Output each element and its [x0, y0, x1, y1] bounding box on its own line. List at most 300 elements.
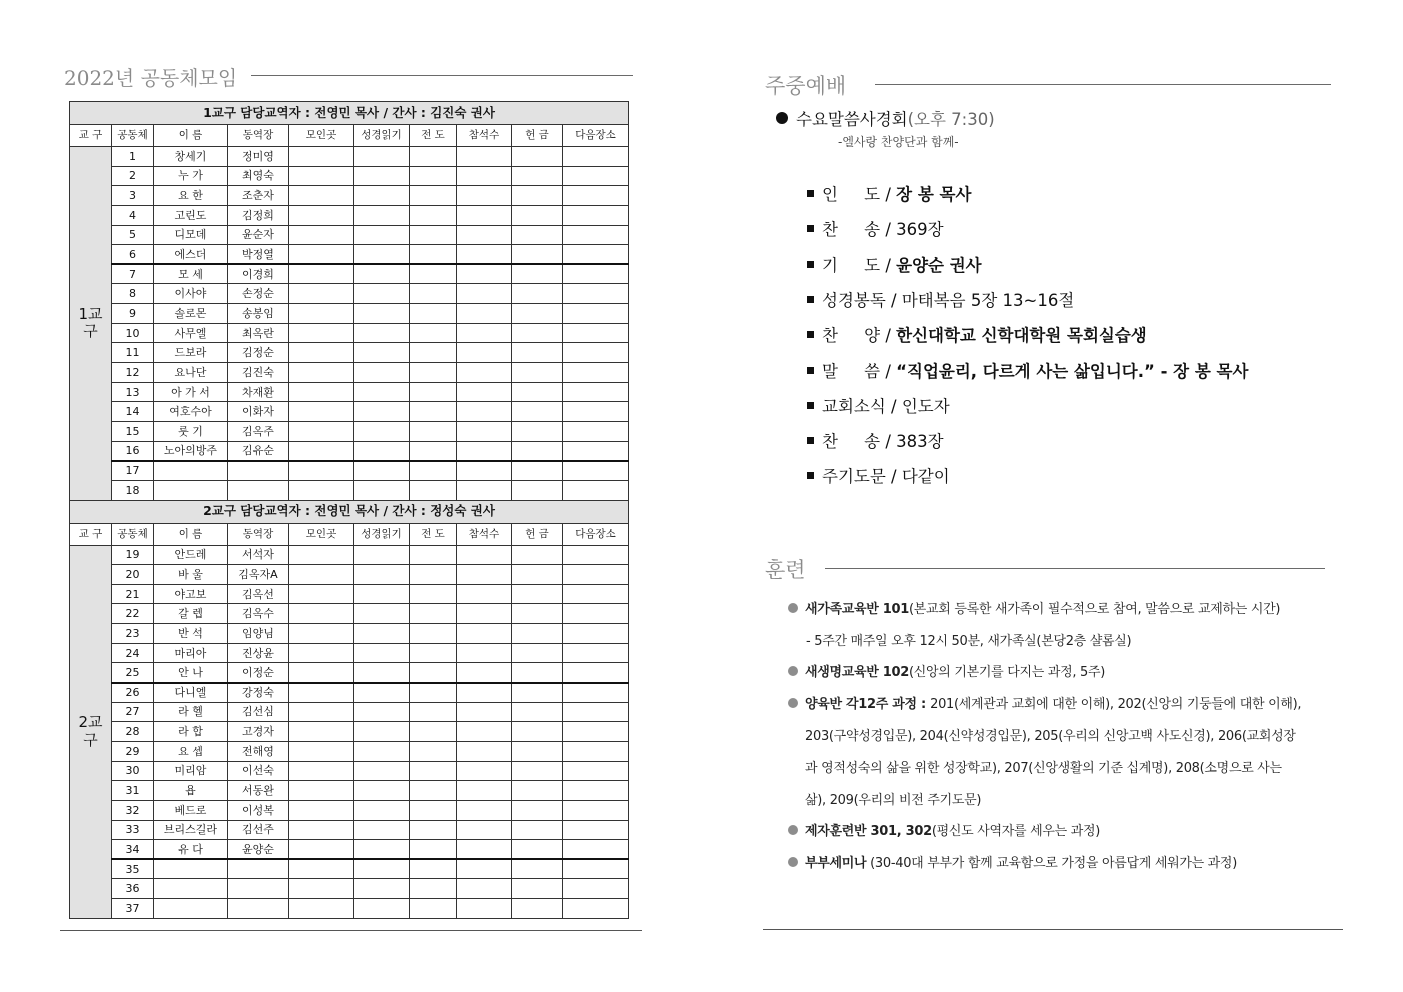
empty-cell — [512, 205, 563, 225]
empty-cell — [457, 741, 512, 761]
empty-cell — [354, 702, 410, 722]
training-name: 새생명교육반 102 — [805, 665, 910, 680]
empty-cell — [354, 402, 410, 422]
empty-cell — [512, 421, 563, 441]
order-separator: / — [885, 467, 902, 486]
empty-cell — [457, 840, 512, 860]
empty-cell — [289, 147, 354, 167]
co-leader-name: 김옥선 — [228, 584, 289, 604]
empty-cell — [563, 382, 629, 402]
empty-cell — [354, 820, 410, 840]
order-value: 한신대학교 신학대학원 목회실습생 — [896, 326, 1147, 345]
empty-cell — [563, 741, 629, 761]
column-header: 다음장소 — [563, 523, 629, 545]
community-number: 17 — [112, 461, 154, 481]
table-row — [70, 421, 629, 441]
empty-cell — [512, 741, 563, 761]
empty-cell — [563, 304, 629, 324]
co-leader-name: 윤순자 — [228, 225, 289, 245]
empty-cell — [457, 584, 512, 604]
training-item — [788, 693, 1301, 712]
empty-cell — [289, 343, 354, 363]
training-item — [805, 789, 981, 808]
co-leader-name: 손정순 — [228, 284, 289, 304]
empty-cell — [512, 604, 563, 624]
empty-cell — [512, 343, 563, 363]
table-row — [70, 800, 629, 820]
empty-cell — [410, 643, 457, 663]
district1-header-text: 1교구 담당교역자 : 전영민 목사 / 간사 : 김진숙 권사 — [70, 102, 629, 125]
square-bullet-icon — [807, 331, 814, 338]
empty-cell — [289, 421, 354, 441]
empty-cell — [563, 166, 629, 186]
table-row — [70, 820, 629, 840]
order-separator: / — [880, 432, 897, 451]
community-number: 27 — [112, 702, 154, 722]
empty-cell — [410, 225, 457, 245]
gray-dot-icon — [788, 603, 798, 613]
empty-cell — [563, 663, 629, 683]
empty-cell — [410, 147, 457, 167]
empty-cell — [410, 741, 457, 761]
empty-cell — [457, 225, 512, 245]
order-label: 기 도 — [822, 256, 881, 275]
empty-cell — [289, 702, 354, 722]
community-number: 1 — [112, 147, 154, 167]
community-name: 베드로 — [154, 800, 228, 820]
table-row — [70, 343, 629, 363]
column-header: 동역장 — [228, 125, 289, 147]
training-item — [788, 661, 1105, 680]
service-heading — [776, 106, 995, 130]
left-page-title: 2022년 공동체모임 — [64, 66, 238, 90]
empty-cell — [354, 604, 410, 624]
community-name: 라 합 — [154, 722, 228, 742]
empty-cell — [289, 741, 354, 761]
order-label: 교회소식 — [822, 397, 886, 416]
empty-cell — [512, 225, 563, 245]
training-desc: 201(세계관과 교회에 대한 이해), 202(신앙의 기둥들에 대한 이해), — [930, 697, 1302, 712]
empty-cell — [457, 820, 512, 840]
empty-cell — [563, 761, 629, 781]
column-header: 동역장 — [228, 523, 289, 545]
table-row — [70, 899, 629, 919]
square-bullet-icon — [807, 225, 814, 232]
empty-cell — [457, 624, 512, 644]
empty-cell — [410, 205, 457, 225]
empty-cell — [410, 186, 457, 206]
community-name: 바 울 — [154, 565, 228, 585]
empty-cell — [563, 402, 629, 422]
community-name: 요 한 — [154, 186, 228, 206]
co-leader-name: 김정순 — [228, 343, 289, 363]
empty-cell — [354, 421, 410, 441]
co-leader-name — [228, 879, 289, 899]
empty-cell — [563, 323, 629, 343]
empty-cell — [563, 899, 629, 919]
community-name: 요 셉 — [154, 741, 228, 761]
empty-cell — [354, 304, 410, 324]
empty-cell — [289, 840, 354, 860]
community-name: 다니엘 — [154, 683, 228, 703]
empty-cell — [410, 584, 457, 604]
training-title-rule — [825, 568, 1325, 569]
community-name — [154, 480, 228, 500]
co-leader-name: 김정희 — [228, 205, 289, 225]
order-label: 찬 송 — [822, 220, 881, 239]
empty-cell — [512, 702, 563, 722]
empty-cell — [457, 702, 512, 722]
empty-cell — [354, 147, 410, 167]
empty-cell — [354, 643, 410, 663]
empty-cell — [354, 166, 410, 186]
empty-cell — [354, 722, 410, 742]
empty-cell — [563, 245, 629, 265]
co-leader-name: 이선숙 — [228, 761, 289, 781]
table-row — [70, 166, 629, 186]
table-row — [70, 584, 629, 604]
co-leader-name: 이성복 — [228, 800, 289, 820]
community-name: 유 다 — [154, 840, 228, 860]
empty-cell — [410, 166, 457, 186]
empty-cell — [289, 879, 354, 899]
community-table — [69, 101, 629, 919]
community-number: 10 — [112, 323, 154, 343]
co-leader-name: 김진숙 — [228, 363, 289, 383]
community-name: 솔로몬 — [154, 304, 228, 324]
column-header: 헌 금 — [512, 125, 563, 147]
empty-cell — [563, 800, 629, 820]
empty-cell — [457, 461, 512, 481]
order-label: 인 도 — [822, 185, 881, 204]
empty-cell — [563, 565, 629, 585]
empty-cell — [410, 840, 457, 860]
community-name: 마리아 — [154, 643, 228, 663]
empty-cell — [410, 264, 457, 284]
empty-cell — [289, 186, 354, 206]
table-row — [70, 741, 629, 761]
community-name: 노아의방주 — [154, 441, 228, 461]
empty-cell — [457, 683, 512, 703]
empty-cell — [354, 683, 410, 703]
column-header: 교 구 — [70, 523, 112, 545]
column-header: 교 구 — [70, 125, 112, 147]
table-row — [70, 245, 629, 265]
order-label: 찬 송 — [822, 432, 881, 451]
table-row — [70, 879, 629, 899]
order-item — [807, 393, 950, 417]
empty-cell — [457, 363, 512, 383]
community-name: 안 나 — [154, 663, 228, 683]
service-subnote: -엘사랑 찬양단과 함께- — [838, 135, 959, 149]
community-name: 사무엘 — [154, 323, 228, 343]
co-leader-name: 김옥수 — [228, 604, 289, 624]
table-row — [70, 683, 629, 703]
order-separator: / — [880, 362, 897, 381]
empty-cell — [410, 304, 457, 324]
co-leader-name: 최옥란 — [228, 323, 289, 343]
empty-cell — [289, 624, 354, 644]
district1-header — [70, 102, 629, 125]
community-name: 디모데 — [154, 225, 228, 245]
community-number: 3 — [112, 186, 154, 206]
co-leader-name: 이정순 — [228, 663, 289, 683]
empty-cell — [354, 899, 410, 919]
community-name: 모 세 — [154, 264, 228, 284]
empty-cell — [512, 859, 563, 879]
empty-cell — [512, 643, 563, 663]
left-bottom-rule — [60, 930, 642, 931]
co-leader-name — [228, 859, 289, 879]
training-item — [805, 725, 1296, 744]
order-value: 369장 — [896, 220, 944, 239]
empty-cell — [457, 343, 512, 363]
empty-cell — [563, 264, 629, 284]
empty-cell — [410, 284, 457, 304]
table-row — [70, 461, 629, 481]
empty-cell — [410, 761, 457, 781]
right-bottom-rule — [763, 929, 1343, 930]
community-name: 누 가 — [154, 166, 228, 186]
worship-title: 주중예배 — [765, 74, 847, 98]
table-row — [70, 545, 629, 565]
empty-cell — [512, 441, 563, 461]
community-number: 11 — [112, 343, 154, 363]
order-separator: / — [880, 256, 897, 275]
empty-cell — [289, 604, 354, 624]
co-leader-name: 전해영 — [228, 741, 289, 761]
empty-cell — [457, 304, 512, 324]
table-row — [70, 147, 629, 167]
empty-cell — [563, 545, 629, 565]
empty-cell — [410, 899, 457, 919]
table-row — [70, 382, 629, 402]
co-leader-name: 윤양순 — [228, 840, 289, 860]
training-name: 부부세미나 — [805, 856, 867, 871]
community-number: 14 — [112, 402, 154, 422]
empty-cell — [512, 840, 563, 860]
empty-cell — [289, 565, 354, 585]
black-dot-icon — [776, 112, 788, 124]
community-number: 31 — [112, 781, 154, 801]
training-title: 훈련 — [765, 558, 806, 582]
community-number: 18 — [112, 480, 154, 500]
community-name — [154, 899, 228, 919]
community-name: 여호수아 — [154, 402, 228, 422]
empty-cell — [512, 899, 563, 919]
empty-cell — [354, 840, 410, 860]
empty-cell — [457, 879, 512, 899]
empty-cell — [410, 820, 457, 840]
empty-cell — [410, 859, 457, 879]
table-row — [70, 604, 629, 624]
empty-cell — [289, 323, 354, 343]
empty-cell — [354, 480, 410, 500]
empty-cell — [410, 343, 457, 363]
community-number: 25 — [112, 663, 154, 683]
empty-cell — [410, 663, 457, 683]
community-number: 24 — [112, 643, 154, 663]
empty-cell — [354, 284, 410, 304]
empty-cell — [410, 545, 457, 565]
empty-cell — [563, 820, 629, 840]
community-number: 15 — [112, 421, 154, 441]
community-number: 37 — [112, 899, 154, 919]
order-item — [807, 252, 982, 276]
community-number: 7 — [112, 264, 154, 284]
column-header: 성경읽기 — [354, 125, 410, 147]
empty-cell — [289, 859, 354, 879]
empty-cell — [457, 480, 512, 500]
community-name: 룻 기 — [154, 421, 228, 441]
empty-cell — [354, 879, 410, 899]
column-header: 모인곳 — [289, 125, 354, 147]
empty-cell — [563, 284, 629, 304]
training-desc: 과 영적성숙의 삶을 위한 성장학교), 207(신앙생활의 기준 십계명), 208(소명으로 사는 — [805, 761, 1282, 776]
empty-cell — [512, 800, 563, 820]
empty-cell — [410, 800, 457, 820]
table-row — [70, 304, 629, 324]
co-leader-name — [228, 461, 289, 481]
empty-cell — [289, 441, 354, 461]
community-number: 5 — [112, 225, 154, 245]
community-number: 9 — [112, 304, 154, 324]
community-name: 라 헬 — [154, 702, 228, 722]
empty-cell — [563, 722, 629, 742]
community-number: 29 — [112, 741, 154, 761]
community-name — [154, 859, 228, 879]
co-leader-name: 정미영 — [228, 147, 289, 167]
empty-cell — [512, 402, 563, 422]
order-item — [807, 287, 1074, 311]
empty-cell — [563, 147, 629, 167]
community-number: 34 — [112, 840, 154, 860]
order-separator: / — [885, 291, 902, 310]
empty-cell — [563, 205, 629, 225]
column-header: 전 도 — [410, 523, 457, 545]
empty-cell — [289, 800, 354, 820]
empty-cell — [457, 800, 512, 820]
empty-cell — [289, 899, 354, 919]
empty-cell — [354, 761, 410, 781]
empty-cell — [457, 859, 512, 879]
training-name: 새가족교육반 101 — [805, 602, 910, 617]
community-name: 고린도 — [154, 205, 228, 225]
empty-cell — [457, 382, 512, 402]
empty-cell — [512, 461, 563, 481]
column-header: 성경읽기 — [354, 523, 410, 545]
empty-cell — [289, 284, 354, 304]
co-leader-name: 조춘자 — [228, 186, 289, 206]
table-row — [70, 643, 629, 663]
empty-cell — [289, 663, 354, 683]
co-leader-name: 김선주 — [228, 820, 289, 840]
empty-cell — [512, 480, 563, 500]
empty-cell — [563, 683, 629, 703]
community-number: 19 — [112, 545, 154, 565]
table-row — [70, 402, 629, 422]
empty-cell — [512, 264, 563, 284]
empty-cell — [457, 722, 512, 742]
community-name: 반 석 — [154, 624, 228, 644]
empty-cell — [410, 624, 457, 644]
co-leader-name: 이경희 — [228, 264, 289, 284]
empty-cell — [354, 441, 410, 461]
empty-cell — [512, 304, 563, 324]
empty-cell — [410, 722, 457, 742]
empty-cell — [410, 421, 457, 441]
empty-cell — [410, 683, 457, 703]
order-separator: / — [880, 185, 897, 204]
district1-column-headers — [70, 125, 629, 147]
empty-cell — [354, 781, 410, 801]
square-bullet-icon — [807, 190, 814, 197]
empty-cell — [289, 402, 354, 422]
co-leader-name: 진상윤 — [228, 643, 289, 663]
order-label: 말 씀 — [822, 362, 881, 381]
community-name: 갈 렙 — [154, 604, 228, 624]
gray-dot-icon — [788, 666, 798, 676]
empty-cell — [457, 781, 512, 801]
empty-cell — [512, 363, 563, 383]
community-number: 23 — [112, 624, 154, 644]
square-bullet-icon — [807, 261, 814, 268]
empty-cell — [354, 343, 410, 363]
empty-cell — [457, 761, 512, 781]
empty-cell — [289, 820, 354, 840]
service-time: (오후 7:30) — [907, 110, 995, 129]
empty-cell — [354, 363, 410, 383]
community-number: 32 — [112, 800, 154, 820]
empty-cell — [289, 166, 354, 186]
empty-cell — [457, 323, 512, 343]
co-leader-name: 서석자 — [228, 545, 289, 565]
empty-cell — [512, 545, 563, 565]
empty-cell — [354, 584, 410, 604]
gray-dot-icon — [788, 825, 798, 835]
order-value: 다같이 — [901, 467, 950, 486]
order-value: “직업윤리, 다르게 사는 삶입니다.” - 장 봉 목사 — [896, 362, 1249, 381]
community-number: 4 — [112, 205, 154, 225]
empty-cell — [563, 879, 629, 899]
empty-cell — [289, 545, 354, 565]
empty-cell — [289, 761, 354, 781]
empty-cell — [457, 147, 512, 167]
table-row — [70, 264, 629, 284]
table-row — [70, 205, 629, 225]
community-name: 이사야 — [154, 284, 228, 304]
empty-cell — [289, 245, 354, 265]
column-header: 공동체 — [112, 523, 154, 545]
empty-cell — [354, 741, 410, 761]
empty-cell — [354, 205, 410, 225]
order-item — [807, 358, 1248, 382]
empty-cell — [457, 186, 512, 206]
order-item — [807, 322, 1147, 346]
empty-cell — [512, 166, 563, 186]
order-label: 성경봉독 — [822, 291, 886, 310]
training-item — [805, 757, 1282, 776]
co-leader-name — [228, 899, 289, 919]
service-name: 수요말씀사경회 — [796, 110, 908, 129]
empty-cell — [457, 284, 512, 304]
square-bullet-icon — [807, 367, 814, 374]
training-desc: 203(구약성경입문), 204(신약성경입문), 205(우리의 신앙고백 사도신경), 206(교회성장 — [805, 729, 1296, 744]
empty-cell — [410, 480, 457, 500]
empty-cell — [512, 284, 563, 304]
empty-cell — [289, 264, 354, 284]
column-header: 참석수 — [457, 523, 512, 545]
